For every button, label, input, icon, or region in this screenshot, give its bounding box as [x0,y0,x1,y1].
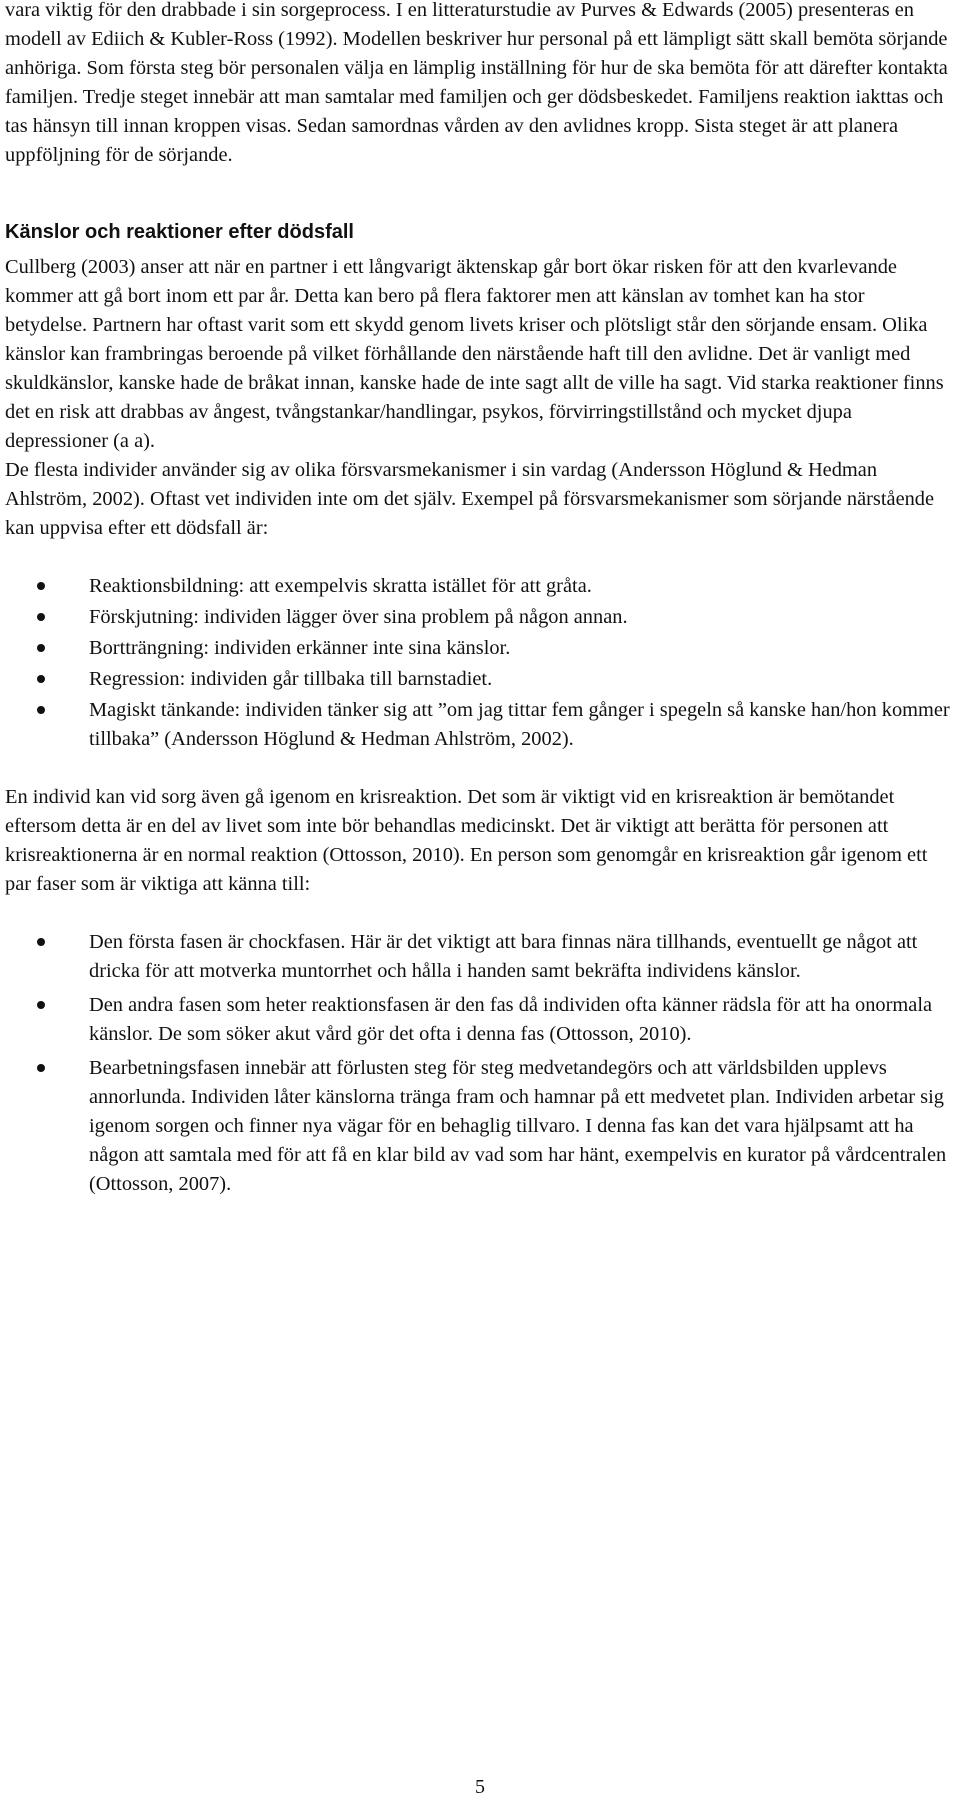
crisis-phase-list [5,928,950,1199]
list-item: Regression: individen går tillbaka till barnstadiet. [5,665,950,694]
list-item: Den första fasen är chockfasen. Här är det viktigt att bara finnas nära tillhands, eventuellt ge något att dricka för att motverka muntorrhet och hålla i handen samt bekräfta individens känslor. [5,928,950,986]
defense-mechanism-list [5,572,950,754]
list-item: Den andra fasen som heter reaktionsfasen är den fas då individen ofta känner rädsla för att ha onormala känslor. De som söker akut vård gör det ofta i denna fas (Ottosson, 2010). [5,991,950,1049]
list-item: Bortträngning: individen erkänner inte sina känslor. [5,634,950,663]
paragraph-cullberg: Cullberg (2003) anser att när en partner i ett långvarigt äktenskap går bort ökar risken för att den kvarlevande kommer att gå bort inom ett par år. Detta kan bero på flera faktorer men att känslan av tomhet kan ha stor betydelse. Partnern har oftast varit som ett skydd genom livets kriser och plötsligt står den sörjande ensam. Olika känslor kan frambringas beroende på vilket förhållande den närstående haft till den avlidne. Det är vanligt med skuldkänslor, kanske hade de bråkat innan, kanske hade de inte sagt allt de ville ha sagt. Vid starka reaktioner finns det en risk att drabbas av ångest, tvångstankar/handlingar, psykos, förvirringstillstånd och mycket djupa depressioner (a a). [5,256,944,452]
page-content [5,0,950,1228]
list-item: Reaktionsbildning: att exempelvis skratta istället för att gråta. [5,572,950,601]
page-number: 5 [475,1776,485,1798]
section-heading: Känslor och reaktioner efter dödsfall [5,221,354,243]
intro-paragraph: vara viktig för den drabbade i sin sorgeprocess. I en litteraturstudie av Purves & Edwards (2005) presenteras en modell av Ediich & Kubler-Ross (1992). Modellen beskriver hur personal på ett lämpligt sätt skall bemöta sörjande anhöriga. Som första steg bör personalen välja en lämplig inställning för hur de ska bemöta för att därefter kontakta familjen. Tredje steget innebär att man samtalar med familjen och ger dödsbeskedet. Familjens reaktion iakttas och tas hänsyn till innan kroppen visas. Sedan samordnas vården av den avlidnes kropp. Sista steget är att planera uppföljning för de sörjande. [5,0,948,166]
list-item: Förskjutning: individen lägger över sina problem på någon annan. [5,603,950,632]
list-item: Magiskt tänkande: individen tänker sig att ”om jag tittar fem gånger i spegeln så kanske han/hon kommer tillbaka” (Andersson Höglund & Hedman Ahlström, 2002). [5,696,950,754]
list-item: Bearbetningsfasen innebär att förlusten steg för steg medvetandegörs och att världsbilden upplevs annorlunda. Individen låter känslorna tränga fram och hamnar på ett medvetet plan. Individen arbetar sig igenom sorgen och finner nya vägar för en behaglig tillvaro. I denna fas kan det vara hjälpsamt att ha någon att samtala med för att få en klar bild av vad som har hänt, exempelvis en kurator på vårdcentralen (Ottosson, 2007). [5,1054,950,1199]
paragraph-defense-mechanisms: De flesta individer använder sig av olika försvarsmekanismer i sin vardag (Andersson Höglund & Hedman Ahlström, 2002). Oftast vet individen inte om det själv. Exempel på försvarsmekanismer som sörjande närstående kan uppvisa efter ett dödsfall är: [5,459,935,539]
paragraph-crisis-reaction: En individ kan vid sorg även gå igenom en krisreaktion. Det som är viktigt vid en krisreaktion är bemötandet eftersom detta är en del av livet som inte bör behandlas medicinskt. Det är viktigt att berätta för personen att krisreaktionerna är en normal reaktion (Ottosson, 2010). En person som genomgår en krisreaktion går igenom ett par faser som är viktiga att känna till: [5,786,928,895]
